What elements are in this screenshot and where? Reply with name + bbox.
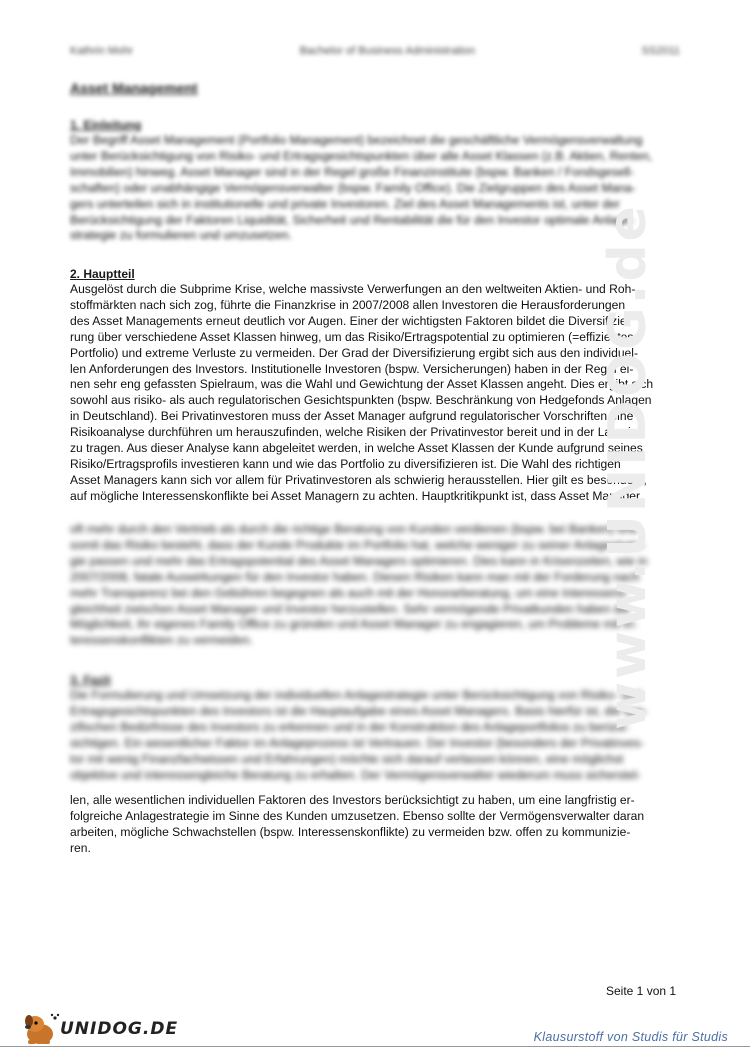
page-header xyxy=(70,45,680,57)
text-line: strategie zu formulieren und umzusetzen. xyxy=(70,228,292,243)
text-line: gleichheit zwischen Asset Manager und Investor herzustellen. Sehr vermögende Privatkunden haben die xyxy=(70,601,631,616)
text-line: gie passen und mehr das Ertragspotential des Asset Managers optimieren. Dies kann in Krisenzeiten, wie in xyxy=(70,553,648,568)
text-line: Asset Managers kann sich vor allem für Privatinvestoren als schwierig herausstellen. Hier gilt es besonders, xyxy=(70,472,647,487)
text-line: Berücksichtigung der Faktoren Liquidität, Sicherheit und Rentabilität die für den Investor optimale Anlage- xyxy=(70,212,635,227)
section-main-blurred xyxy=(70,522,680,649)
text-line: unter Berücksichtigung von Risiko- und Ertragsgesichtspunkten über alle Asset Klassen (z.B. Aktien, Renten, xyxy=(70,148,653,163)
header-course: Bachelor of Business Administration xyxy=(299,45,476,57)
text-line: auf mögliche Interessenskonflikte bei Asset Managern zu achten. Hauptkritikpunkt ist, dass Asset Manager xyxy=(70,488,641,503)
document-title: Asset Management xyxy=(70,80,198,96)
section-conclusion-heading: 3. Fazit xyxy=(70,673,111,687)
text-line: Ertragsgesichtspunkten des Investors ist die Hauptaufgabe eines Asset Managers. Basis hierfür ist, die spe- xyxy=(70,703,648,718)
section-conclusion-blurred-body xyxy=(70,688,680,783)
text-line: zu tragen. Aus dieser Analyse kann abgeleitet werden, in welche Asset Klassen der Kunde aufgrund seines xyxy=(70,441,643,456)
dog-icon xyxy=(20,1012,60,1046)
text-line: Risikoanalyse durchführen um herauszufinden, welche Risiken der Privatinvestor bereit und in der Lage ist, xyxy=(70,425,644,440)
footer-divider xyxy=(0,1046,750,1047)
text-line: Ausgelöst durch die Subprime Krise, welche massivste Verwerfungen an den weltweiten Aktien- und Roh- xyxy=(70,282,636,296)
section-main-heading: 2. Hauptteil xyxy=(70,267,135,281)
page-number: Seite 1 von 1 xyxy=(606,984,677,998)
unidog-logo[interactable] xyxy=(20,1012,178,1046)
section-main-body xyxy=(70,282,680,505)
text-line: ren. xyxy=(70,840,91,855)
text-line: objektive und interessengleiche Beratung zu erhalten. Der Vermögensverwalter wiederum muss sicherstel- xyxy=(70,767,641,782)
text-line: Portfolio) und extreme Verluste zu vermeiden. Der Grad der Diversifizierung ergibt sich aus den individuel- xyxy=(70,345,638,360)
text-line: des Asset Managements erneut deutlich vor Augen. Einer der wichtigsten Faktoren bildet die Diversifizie- xyxy=(70,313,631,328)
text-line: 2007/2008, fatale Auswirkungen für den Investor haben. Diesen Risiken kann man mit der Forderung nach xyxy=(70,569,640,584)
section-conclusion-body xyxy=(70,793,680,857)
text-line: nen sehr eng gefassten Spielraum, was die Wahl und Gewichtung der Asset Klassen angeht. Dies ergibt sich xyxy=(70,377,654,392)
section-intro-heading: 1. Einleitung xyxy=(70,118,142,132)
header-author: Kathrin Mohr xyxy=(70,45,133,57)
text-line: tor mit wenig Finanzfachwissen und Erfahrungen) möchte sich darauf verlassen können, eine möglichst xyxy=(70,751,624,766)
text-line: oft mehr durch den Vertrieb als durch die richtige Beratung von Kunden verdienen (bspw. bei Banken) und xyxy=(70,522,638,536)
text-line: len, alle wesentlichen individuellen Faktoren des Investors berücksichtigt zu haben, um eine langfristig er- xyxy=(70,793,635,807)
text-line: Risiko/Ertragsprofils investieren kann und wie das Portfolio zu diversifizieren ist. Die Wahl des richtigen xyxy=(70,456,621,471)
text-line: arbeiten, mögliche Schwachstellen (bspw. Interessenskonflikte) zu vermeiden bzw. offen zu kommunizie- xyxy=(70,824,631,839)
text-line: somit das Risiko besteht, dass der Kunde Produkte im Portfolio hat, welche weniger zu seiner Anlagestrate- xyxy=(70,537,646,552)
section-conclusion-clear xyxy=(70,793,680,857)
section-main xyxy=(70,267,680,505)
text-line: len Anforderungen des Investors. Institutionelle Investoren (bspw. Versicherungen) haben in der Regel ei- xyxy=(70,361,634,376)
text-line: Der Begriff Asset Management (Portfolio Management) bezeichnet die geschäftliche Vermögensverwaltung xyxy=(70,133,643,147)
section-main-blurred-body xyxy=(70,522,680,649)
section-intro-body xyxy=(70,133,680,244)
section-conclusion xyxy=(70,673,680,783)
text-line: gers unterteilen sich in institutionelle und private Investoren. Ziel des Asset Managements ist, unter der xyxy=(70,196,620,211)
text-line: Die Formulierung und Umsetzung der individuellen Anlagestrategie unter Berücksichtigung von Risiko- und xyxy=(70,688,642,702)
text-line: Immobilien) hinweg. Asset Manager sind in der Regel große Finanzinstitute (bspw. Banken / Fondsgesell- xyxy=(70,164,634,179)
text-line: zifischen Bedürfnisse des Investors zu erkennen und in der Konstruktion des Anlageportfolios zu berück- xyxy=(70,719,630,734)
text-line: stoffmärkten nach sich zog, führte die Finanzkrise in 2007/2008 allen Investoren die Herausforderungen xyxy=(70,297,626,312)
text-line: sichtigen. Ein wesentlicher Faktor im Anlageprozess ist Vertrauen. Der Investor (besonders der Privatinves- xyxy=(70,735,645,750)
watermark: www.UNIDOG.de xyxy=(598,203,658,730)
text-line: folgreiche Anlagestrategie im Sinne des Kunden umzusetzen. Ebenso sollte der Vermögensverwalter daran xyxy=(70,808,645,823)
text-line: in Deutschland). Bei Privatinvestoren muss der Asset Manager aufgrund regulatorischer Vorschriften eine xyxy=(70,409,634,424)
header-term: SS2011 xyxy=(641,45,680,57)
text-line: rung über verschiedene Asset Klassen hinweg, um das Risiko/Ertragspotential zu optimieren (=effizientes xyxy=(70,329,634,344)
text-line: schaften) oder unabhängige Vermögensverwalter (bspw. Family Office). Die Zielgruppen des Asset Mana- xyxy=(70,180,636,195)
text-line: mehr Transparenz bei den Gebühren begegnen als auch mit der Honorarberatung, um eine Interessens- xyxy=(70,585,629,600)
text-line: Möglichkeit, ihr eigenes Family Office zu gründen und Asset Manager zu engagieren, um Probleme mit In- xyxy=(70,617,638,632)
logo-text: UNIDOG.DE xyxy=(60,1019,179,1039)
text-line: teressenskonflikten zu vermeiden. xyxy=(70,633,253,648)
footer-tagline: Klausurstoff von Studis für Studis xyxy=(533,1030,728,1044)
section-intro xyxy=(70,118,680,244)
text-line: sowohl aus risiko- als auch regulatorischen Gesichtspunkten (bspw. Beschränkung von Hedgefonds Anlagen xyxy=(70,393,652,408)
